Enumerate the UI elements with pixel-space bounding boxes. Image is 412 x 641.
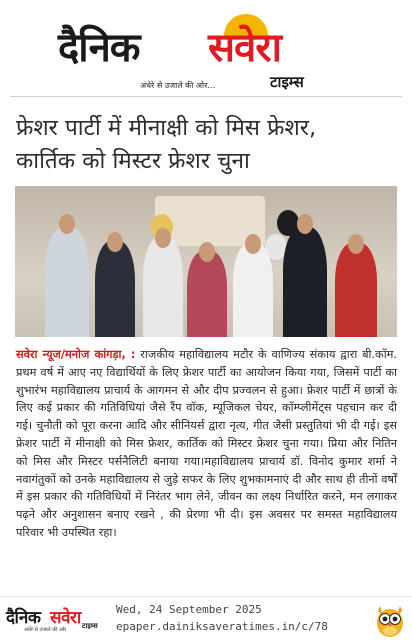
footer-logo-part1: दैनिक	[6, 608, 41, 628]
article-photo	[15, 186, 397, 337]
footer-logo-tagline: अंधेरे से उजाले की ओर	[24, 627, 67, 633]
article-body-text: राजकीय महाविद्यालय मटौर के वाणिज्य संकाय द्वारा बी.कॉम. प्रथम वर्ष में आए नए विद्यार्थियों के लिए फ्रेशर पार्टी का आयोजन किया गया, जिसमें पार्टी का शुभारंभ महाविद्यालय प्राचार्य के आगमन से और दीप प्रज्वलन से हुआ। फ्रेशर पार्टी में छात्रों के लिए कई प्रकार की गतिविधियां जैसे रैंप वॉक, म्यूजिकल चेयर, कॉम्प्लीमेंट्स पहचान कर दी गई। चुनौती को पूरा करना आदि और सीनियर्स द्वारा नृत्य, गीत जैसी प्रस्तुतियां भी दी गई। इस फ्रेशर पार्टी में मीनाक्षी को मिस फ्रेशर, कार्तिक को मिस्टर फ्रेशर चुना गया। प्रिया और नितिन को मिस और मिस्टर पर्सनैलिटी बनाया गया।महाविद्यालय प्राचार्य डॉ. विनोद कुमार शर्मा ने नवागंतुकों को उनके महाविद्यालय से जुड़े सफर के लिए शुभकामनाएं दी और साथ ही तीनों वर्षों में इस प्रकार की गतिविधियों में निरंतर भाग लेने, जीवन का लक्ष्य निर्धारित करने, मन लगाकर पढ़ने और अनुशासन बनाए रखने , की प्रेरणा भी दी। इस अवसर पर समस्त महाविद्यालय परिवार भी उपस्थित रहा।	[16, 348, 398, 539]
article-byline: सवेरा न्यूज/मनोज कांगड़ा, :	[16, 348, 136, 361]
headline-line-1: फ्रेशर पार्टी में मीनाक्षी को मिस फ्रेशर,	[16, 115, 317, 141]
headline-line-2: कार्तिक को मिस्टर फ्रेशर चुना	[16, 148, 250, 174]
edition-date: Wed, 24 September 2025	[116, 603, 262, 616]
masthead-times: टाइम्स	[270, 73, 304, 91]
masthead-name-part1: दैनिक	[58, 25, 140, 71]
footer-logo-times: टाइम्स	[82, 622, 98, 630]
footer-logo[interactable]	[6, 605, 106, 637]
masthead-name-part2: सवेरा	[208, 25, 281, 71]
article-body	[16, 346, 397, 542]
masthead-divider	[10, 96, 402, 97]
footer-divider	[0, 596, 412, 597]
footer-logo-part2: सवेरा	[50, 608, 81, 628]
masthead	[0, 0, 412, 98]
masthead-logo[interactable]	[58, 8, 358, 70]
owl-icon	[374, 602, 406, 638]
epaper-link[interactable]: epaper.dainiksaveratimes.in/c/78	[116, 620, 328, 633]
masthead-tagline: अंधेरे से उजाले की ओर...	[140, 81, 216, 90]
article-headline	[16, 112, 400, 178]
